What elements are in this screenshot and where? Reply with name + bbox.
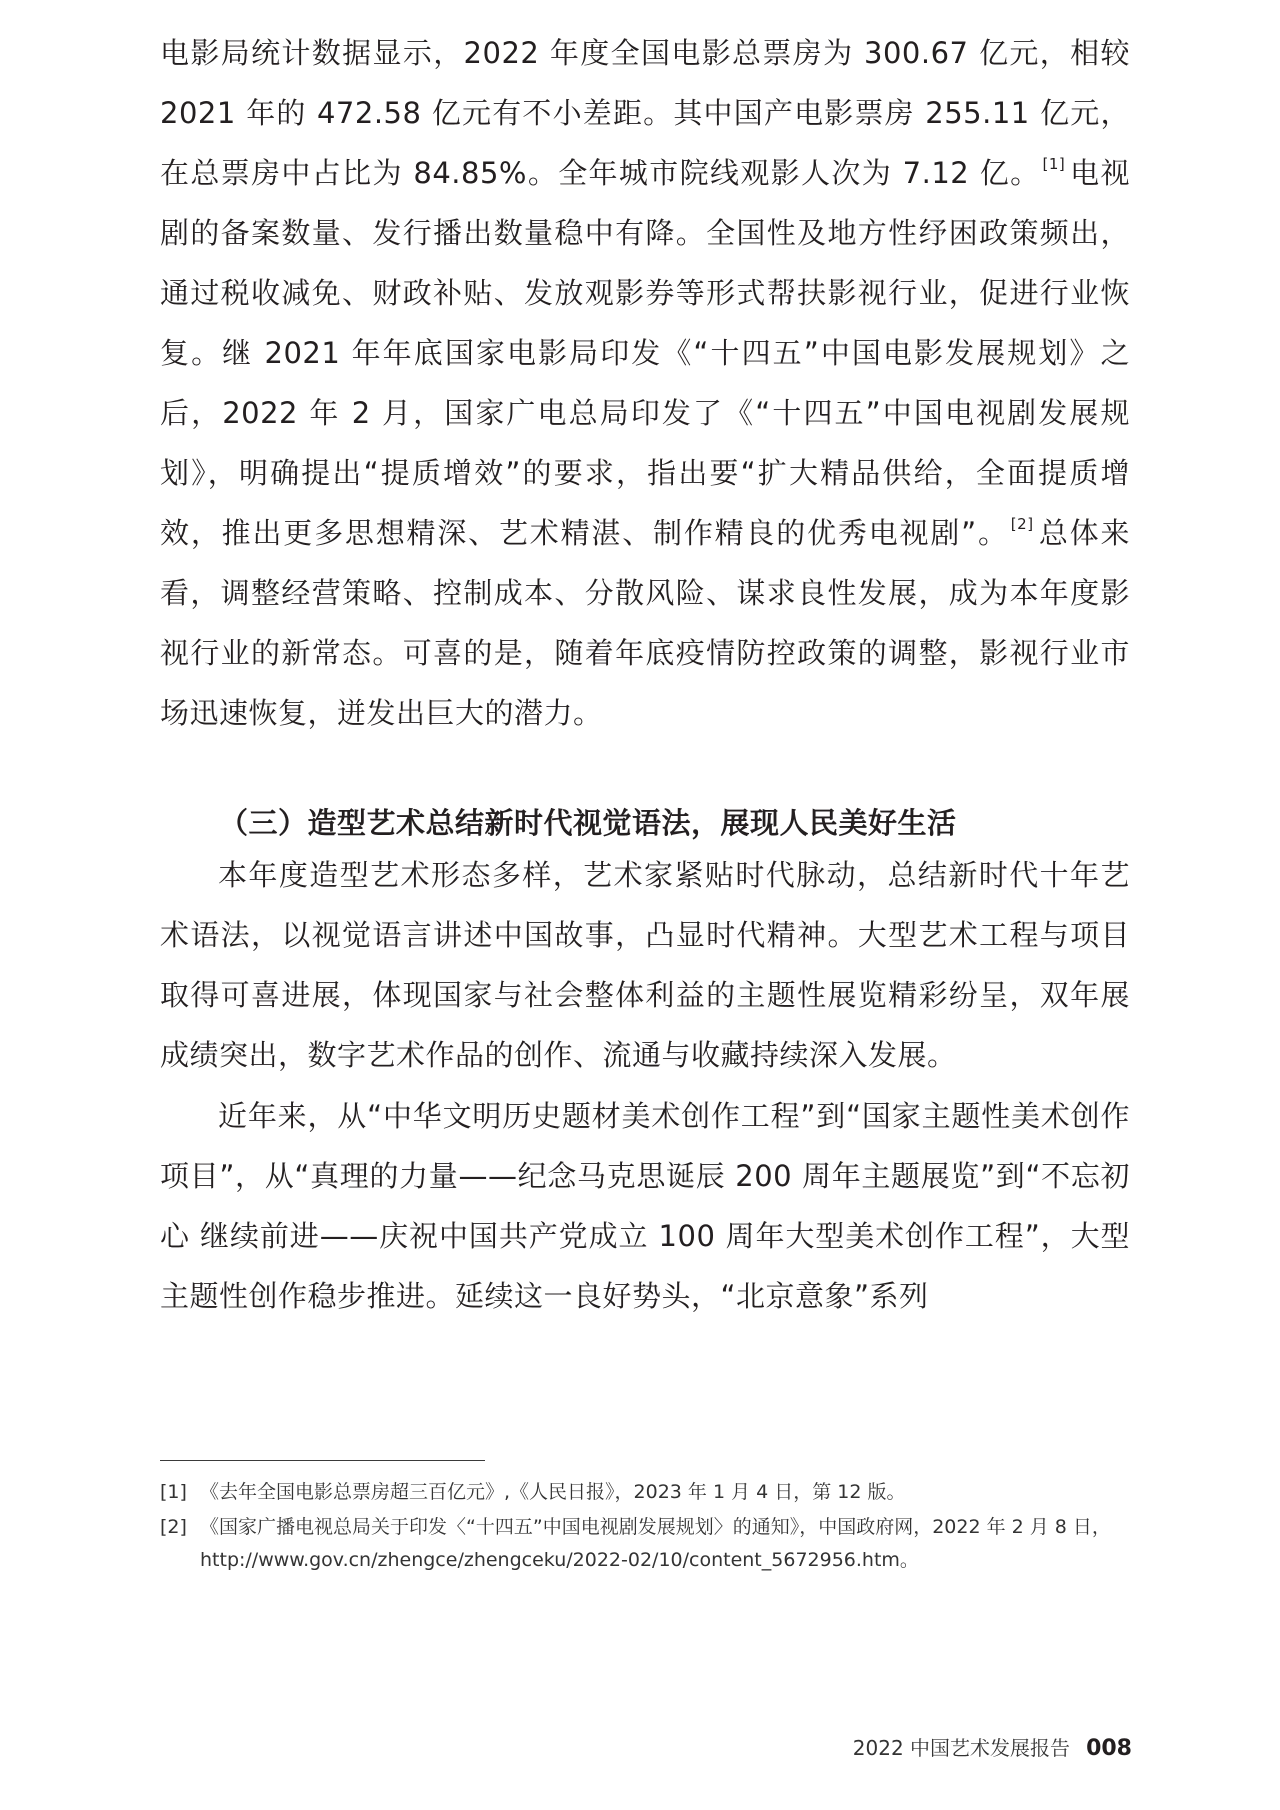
- section-heading: （三）造型艺术总结新时代视觉语法，展现人民美好生活: [219, 806, 957, 840]
- paragraph-1-part-1: 电影局统计数据显示，2022 年度全国电影总票房为 300.67 亿元，相较 2021 年的 472.58 亿元有不小差距。其中国产电影票房 255.11 亿元，在总票房中占比为 84.85%。全年城市院线观影人次为 7.12 亿。: [160, 36, 1130, 190]
- paragraph-1-part-3: 总体来看，调整经营策略、控制成本、分散风险、谋求良性发展，成为本年度影视行业的新常态。可喜的是，随着年底疫情防控政策的调整，影视行业市场迅速恢复，迸发出巨大的潜力。: [160, 516, 1130, 730]
- footnote-ref-2[interactable]: [2]: [1010, 515, 1034, 533]
- footnote-text[interactable]: 《国家广播电视总局关于印发〈“十四五”中国电视剧发展规划〉的通知》，中国政府网，2022 年 2 月 8 日，http://www.gov.cn/zhengce/zhengceku/2022-02/10/content_5672956.htm。: [200, 1516, 1111, 1571]
- footnote-1: [160, 1476, 1135, 1509]
- running-title: 2022 中国艺术发展报告: [852, 1736, 1071, 1760]
- page-footer: [853, 1733, 1132, 1764]
- body-paragraph-1: [160, 23, 1130, 743]
- footnote-divider: [160, 1460, 485, 1461]
- page-number: 008: [1086, 1736, 1132, 1761]
- paragraph-1-part-2: 电视剧的备案数量、发行播出数量稳中有降。全国性及地方性纾困政策频出，通过税收减免、财政补贴、发放观影券等形式帮扶影视行业，促进行业恢复。继 2021 年年底国家电影局印发《“十四五”中国电影发展规划》之后，2022 年 2 月，国家广电总局印发了《“十四五”中国电视剧发展规划》，明确提出“提质增效”的要求，指出要“扩大精品供给，全面提质增效，推出更多思想精深、艺术精湛、制作精良的优秀电视剧”。: [160, 156, 1130, 550]
- paragraph-3-text: 近年来，从“中华文明历史题材美术创作工程”到“国家主题性美术创作项目”，从“真理的力量——纪念马克思诞辰 200 周年主题展览”到“不忘初心 继续前进——庆祝中国共产党成立 100 周年大型美术创作工程”，大型主题性创作稳步推进。延续这一良好势头，“北京意象”系列: [160, 1099, 1130, 1313]
- footnote-text: 《去年全国电影总票房超三百亿元》,《人民日报》，2023 年 1 月 4 日，第 12 版。: [200, 1481, 906, 1503]
- footnote-number: [2]: [160, 1516, 187, 1538]
- footnote-2: [160, 1511, 1135, 1577]
- paragraph-2-text: 本年度造型艺术形态多样，艺术家紧贴时代脉动，总结新时代十年艺术语法，以视觉语言讲述中国故事，凸显时代精神。大型艺术工程与项目取得可喜进展，体现国家与社会整体利益的主题性展览精彩纷呈，双年展成绩突出，数字艺术作品的创作、流通与收藏持续深入发展。: [160, 858, 1130, 1072]
- body-paragraph-3: [160, 1086, 1130, 1326]
- footnotes: [160, 1476, 1135, 1579]
- footnote-ref-1[interactable]: [1]: [1042, 155, 1066, 173]
- body-paragraph-2: [160, 845, 1130, 1085]
- footnote-number: [1]: [160, 1481, 187, 1503]
